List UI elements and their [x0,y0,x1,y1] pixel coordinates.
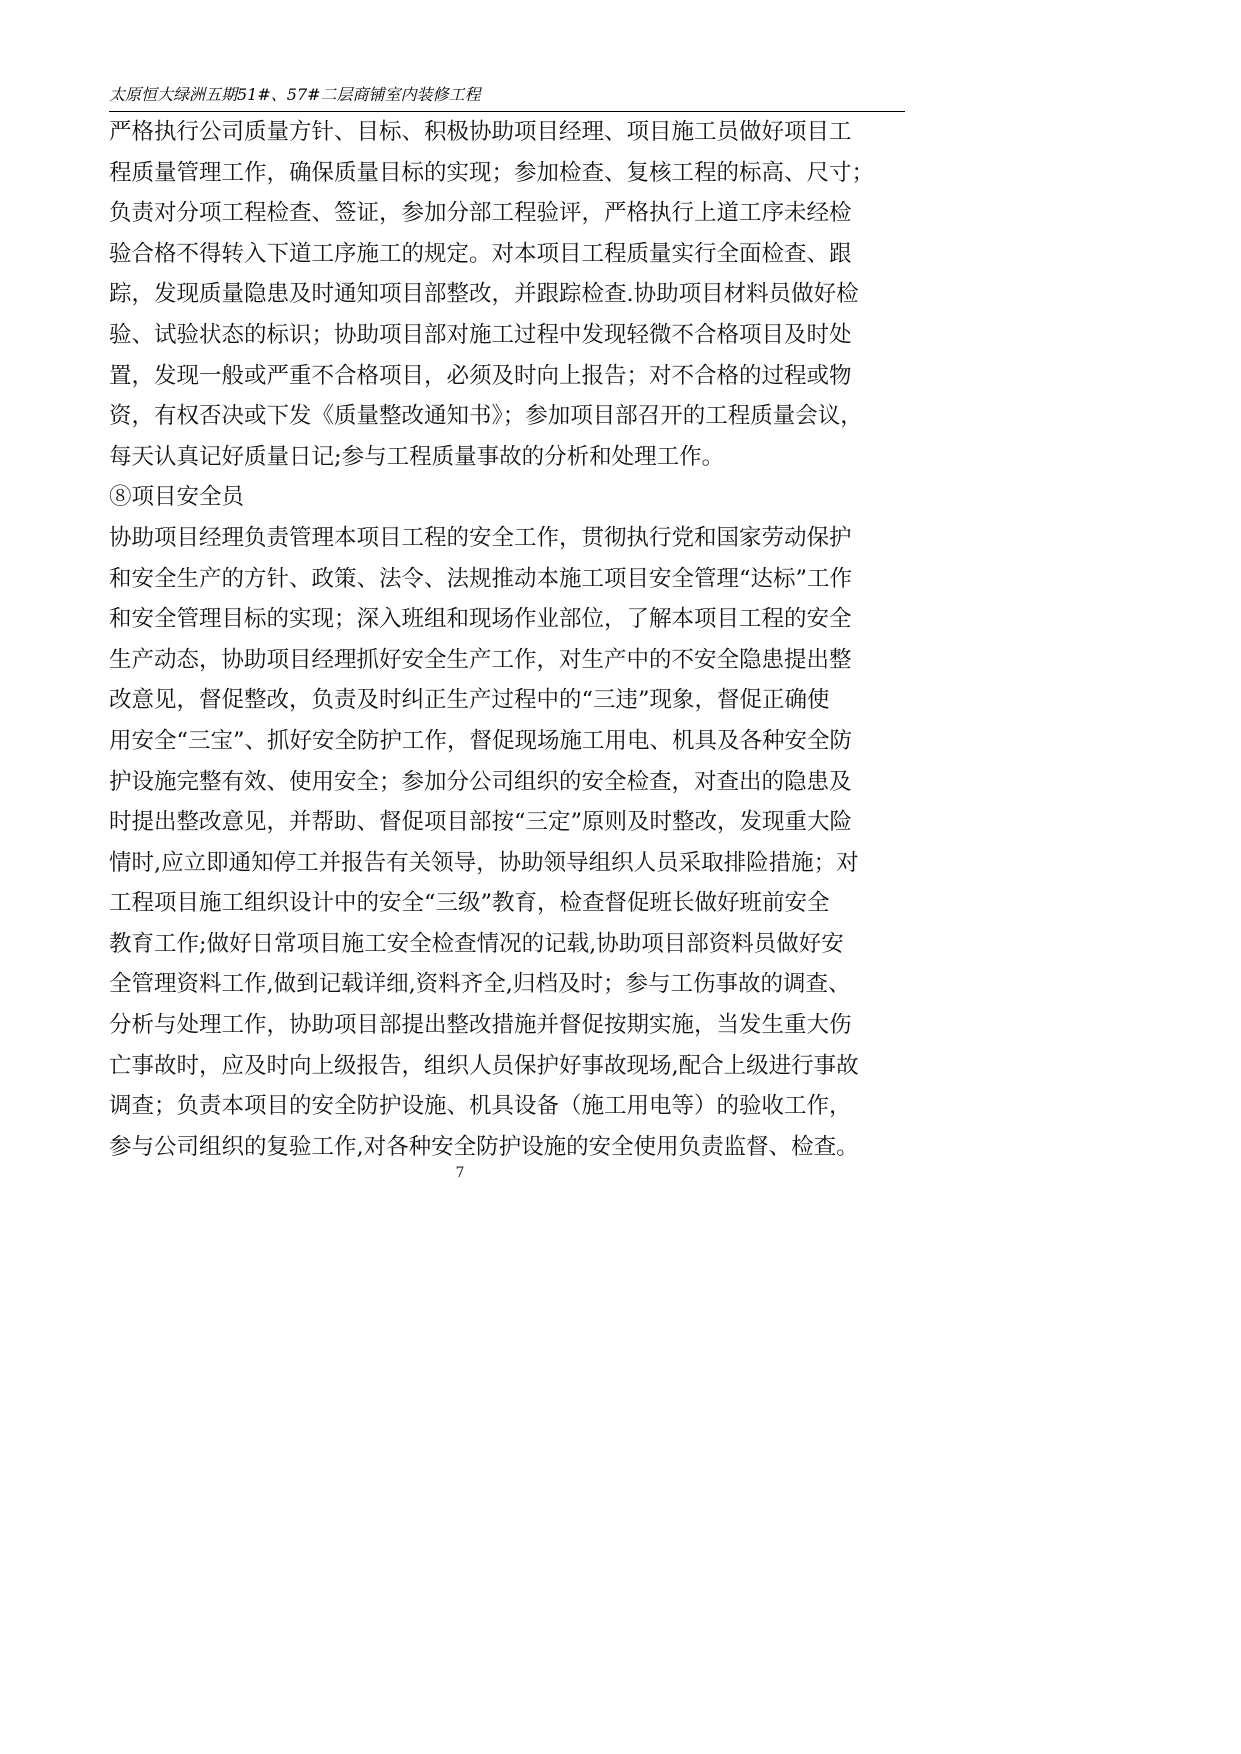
text-line: 和安全管理目标的实现；深入班组和现场作业部位，了解本项目工程的安全 [109,606,852,633]
text-line: 教育工作;做好日常项目施工安全检查情况的记载,协助项目部资料员做好安 [109,930,844,957]
text-line: 验合格不得转入下道工序施工的规定。对本项目工程质量实行全面检查、跟 [109,240,852,267]
text-line: 置，发现一般或严重不合格项目，必须及时向上报告；对不合格的过程或物 [109,362,852,389]
text-line: 分析与处理工作，协助项目部提出整改措施并督促按期实施，当发生重大伤 [109,1012,852,1039]
text-line: 调查；负责本项目的安全防护设施、机具设备（施工用电等）的验收工作， [109,1093,852,1120]
section-heading: ⑧项目安全员 [109,484,245,511]
page-number: 7 [455,1165,465,1181]
text-line: 改意见，督促整改，负责及时纠正生产过程中的“三违”现象，督促正确使 [109,687,830,714]
text-line: 生产动态，协助项目经理抓好安全生产工作，对生产中的不安全隐患提出整 [109,646,852,673]
text-line: 验、试验状态的标识；协助项目部对施工过程中发现轻微不合格项目及时处 [109,321,852,348]
text-line: 程质量管理工作，确保质量目标的实现；参加检查、复核工程的标高、尺寸； [109,159,875,186]
text-line: 时提出整改意见，并帮助、督促项目部按“三定”原则及时整改，发现重大险 [109,809,853,836]
text-line: 全管理资料工作,做到记载详细,资料齐全,归档及时；参与工伤事故的调查、 [109,971,851,998]
text-line: 资，有权否决或下发《质量整改通知书》；参加项目部召开的工程质量会议， [109,403,863,430]
text-line: 严格执行公司质量方针、目标、积极协助项目经理、项目施工员做好项目工 [109,119,852,145]
text-line: 工程项目施工组织设计中的安全“三级”教育，检查督促班长做好班前安全 [109,890,830,917]
text-line: 每天认真记好质量日记;参与工程质量事故的分析和处理工作。 [109,443,725,470]
page-header [109,81,905,112]
text-line: 踪，发现质量隐患及时通知项目部整改，并跟踪检查.协助项目材料员做好检 [109,281,859,308]
text-line: 护设施完整有效、使用安全；参加分公司组织的安全检查，对查出的隐患及 [109,768,852,795]
text-line: 用安全“三宝”、抓好安全防护工作，督促现场施工用电、机具及各种安全防 [109,727,853,754]
text-line: 负责对分项工程检查、签证，参加分部工程验评，严格执行上道工序未经检 [109,200,852,227]
text-line: 和安全生产的方针、政策、法令、法规推动本施工项目安全管理“达标”工作 [109,565,853,592]
text-line: 亡事故时，应及时向上级报告，组织人员保护好事故现场,配合上级进行事故 [109,1052,859,1079]
text-line: 协助项目经理负责管理本项目工程的安全工作，贯彻执行党和国家劳动保护 [109,524,852,551]
text-line: 情时,应立即通知停工并报告有关领导，协助领导组织人员采取排险措施；对 [109,849,859,876]
text-line: 参与公司组织的复验工作,对各种安全防护设施的安全使用负责监督、检查。 [109,1133,859,1160]
body-text [109,112,915,1167]
header-title: 太原恒大绿洲五期51#、57#二层商铺室内装修工程 [109,85,481,104]
